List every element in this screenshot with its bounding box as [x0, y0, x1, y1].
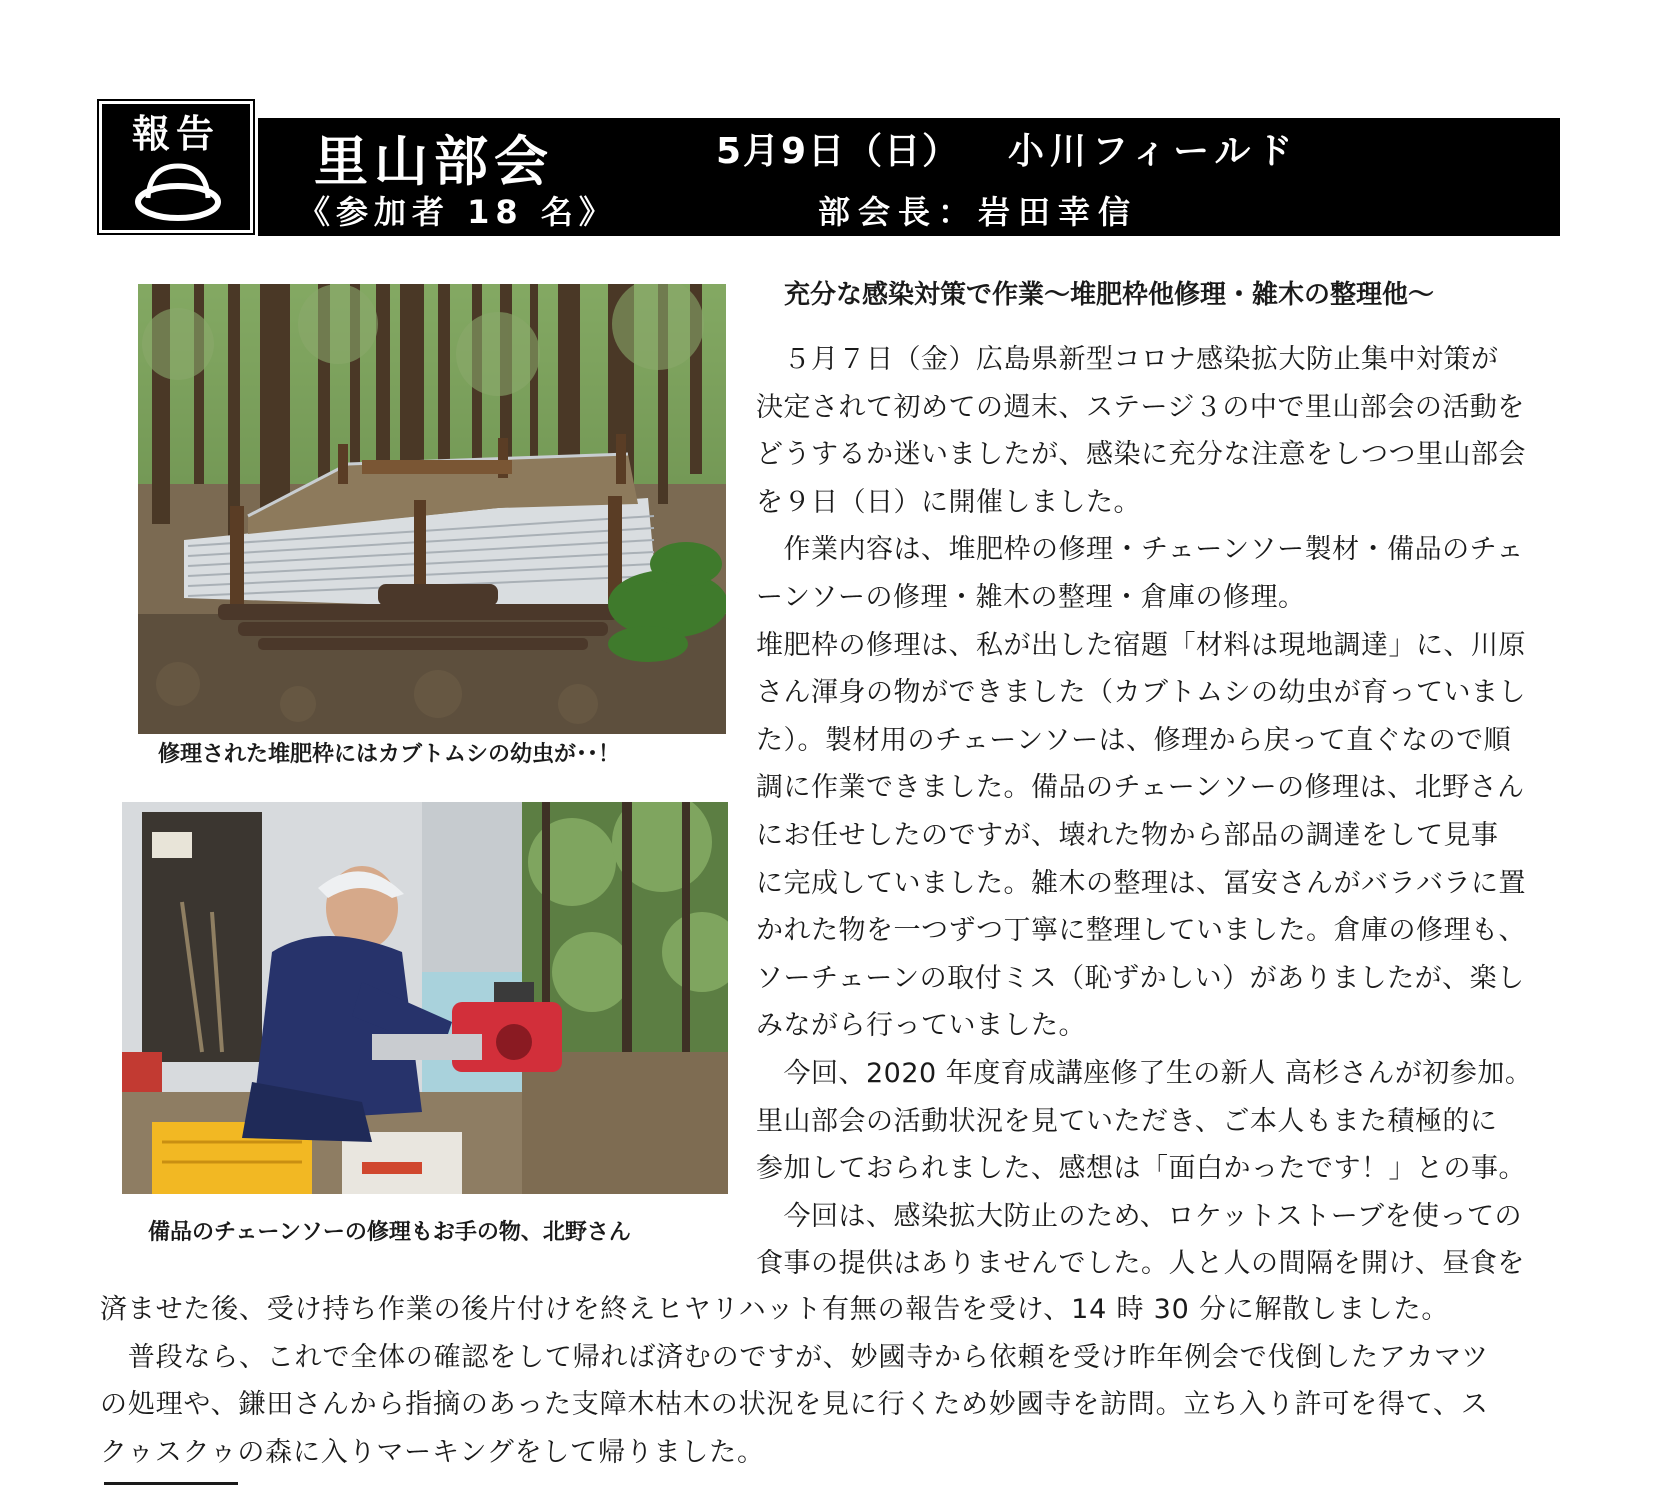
body-line: に完成していました。雑木の整理は、冨安さんがバラバラに置: [756, 867, 1526, 899]
body-line: 済ませた後、受け持ち作業の後片付けを終えヒヤリハット有無の報告を受け、14 時 30 分に解散しました。: [100, 1294, 1450, 1325]
body-line: 堆肥枠の修理は、私が出した宿題「材料は現地調達」に、川原: [756, 629, 1526, 661]
body-line: 普段なら、これで全体の確認をして帰れば済むのですが、妙國寺から依頼を受け昨年例会で伐倒したアカマツ: [100, 1341, 1489, 1373]
photo-caption: 修理された堆肥枠にはカブトムシの幼虫が･･！: [158, 742, 621, 767]
body-line: にお任せしたのですが、壊れた物から部品の調達をして見事: [756, 819, 1499, 851]
body-line: みながら行っていました。: [756, 1010, 1086, 1042]
body-line: の処理や、鎌田さんから指摘のあった支障木枯木の状況を見に行くため妙國寺を訪問。立ち入り許可を得て、ス: [100, 1389, 1489, 1421]
body-line: 里山部会の活動状況を見ていただき、ご本人もまた積極的に: [756, 1105, 1498, 1137]
body-line: 決定されて初めての週末、ステージ３の中で里山部会の活動を: [756, 391, 1525, 423]
report-badge: [102, 104, 250, 230]
body-line: さん渾身の物ができました（カブトムシの幼虫が育っていまし: [756, 677, 1526, 709]
participant-count: 《参加者 18 名》: [298, 193, 617, 231]
badge-label: 報告: [131, 112, 220, 156]
article-heading: 充分な感染対策で作業～堆肥枠他修理・雑木の整理他～: [784, 280, 1435, 310]
body-line: 今回、2020 年度育成講座修了生の新人 高杉さんが初参加。: [756, 1057, 1533, 1089]
event-date: 5月9日（日）: [716, 131, 961, 172]
page-title: 里山部会: [314, 130, 554, 193]
body-line: どうするか迷いましたが、感染に充分な注意をしつつ里山部会: [756, 439, 1526, 471]
body-line: 調に作業できました。備品のチェーンソーの修理は、北野さん: [756, 772, 1525, 804]
compost-frame-photo: [138, 284, 726, 734]
body-line: ５月７日（金）広島県新型コロナ感染拡大防止集中対策が: [756, 344, 1499, 375]
article-body-full-width: [100, 1286, 1562, 1476]
group-leader: 部会長：岩田幸信: [818, 193, 1139, 231]
body-line: 参加しておられました、感想は「面白かったです！」との事。: [756, 1153, 1526, 1185]
body-line: 食事の提供はありませんでした。人と人の間隔を開け、昼食を: [756, 1248, 1525, 1280]
event-location: 小川フィールド: [1008, 131, 1299, 172]
body-line: 作業内容は、堆肥枠の修理・チェーンソー製材・備品のチェ: [756, 534, 1524, 566]
body-line: ソーチェーンの取付ミス（恥ずかしい）がありましたが、楽し: [756, 962, 1525, 994]
header-bar: [258, 118, 1560, 236]
article-body-column: [756, 336, 1562, 1288]
chainsaw-repair-photo: [122, 802, 728, 1194]
body-line: かれた物を一つずつ丁寧に整理していました。倉庫の修理も、: [756, 915, 1526, 947]
photo-caption: 備品のチェーンソーの修理もお手の物、北野さん: [148, 1220, 631, 1245]
body-line: を９日（日）に開催しました。: [756, 486, 1141, 518]
body-line: ーンソーの修理・雑木の整理・倉庫の修理。: [756, 581, 1306, 613]
body-line: た）。製材用のチェーンソーは、修理から戻って直ぐなので順: [756, 724, 1512, 756]
mound-icon: [134, 158, 222, 224]
footer-divider: [104, 1482, 238, 1485]
body-line: クゥスクゥの森に入りマーキングをして帰りました。: [100, 1436, 765, 1468]
body-line: 今回は、感染拡大防止のため、ロケットストーブを使っての: [756, 1200, 1522, 1232]
